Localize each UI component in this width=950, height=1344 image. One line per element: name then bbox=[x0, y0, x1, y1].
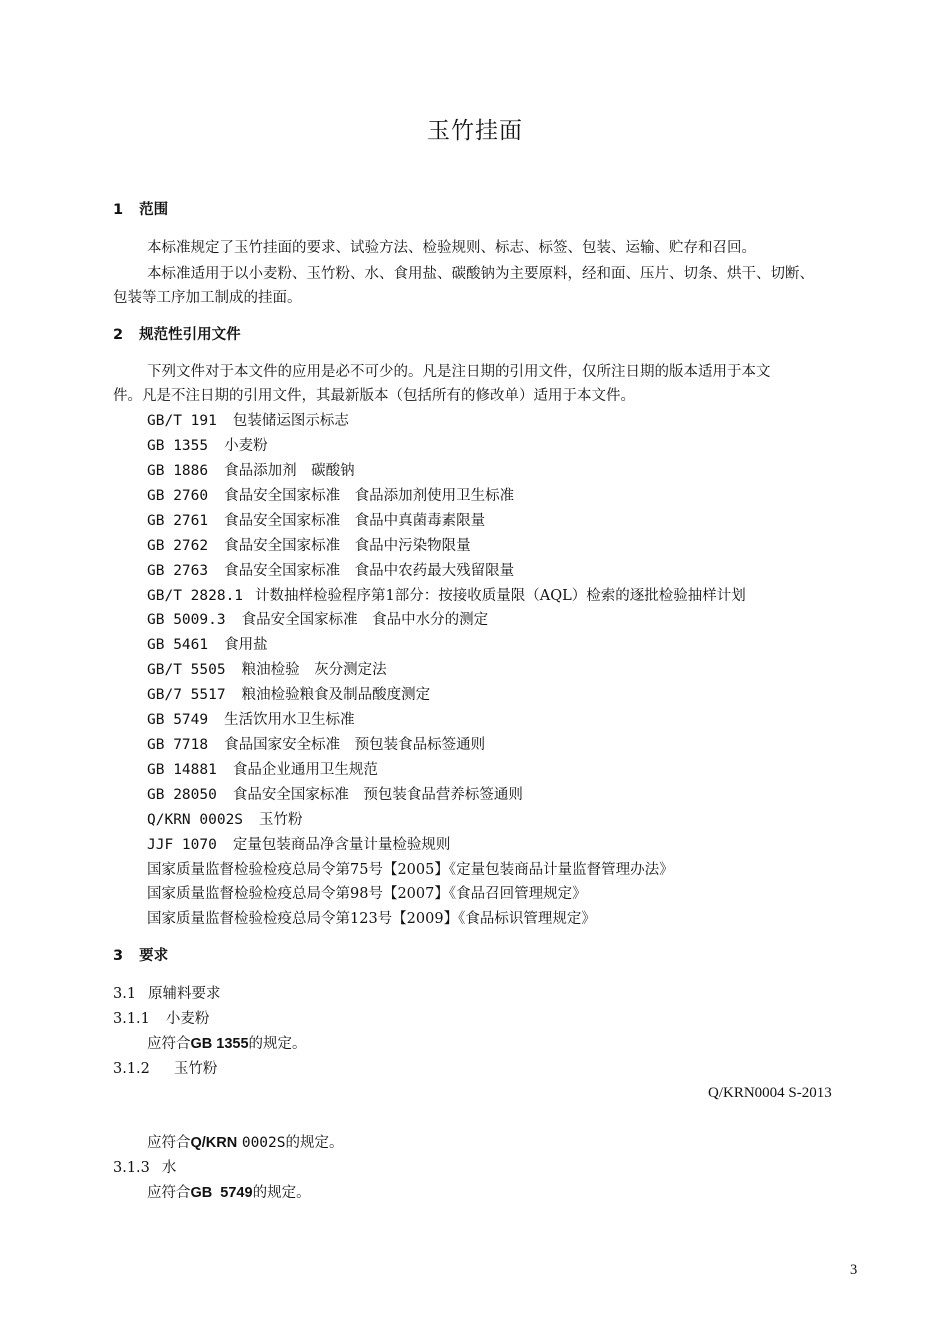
reference-code: GB/7 5517 bbox=[147, 687, 226, 703]
section-2-heading bbox=[113, 325, 241, 345]
text: 应符合 bbox=[147, 1135, 191, 1151]
subsection-number: 3.1.1 bbox=[113, 1011, 150, 1027]
paragraph-continuation: 包装等工序加工制成的挂面。 bbox=[113, 290, 302, 306]
reference-code: GB 2761 bbox=[147, 513, 209, 529]
standard-code: GB 1355 bbox=[190, 1036, 249, 1052]
subsection-label: 小麦粉 bbox=[165, 1011, 210, 1027]
standard-code-suffix: 0002S bbox=[241, 1135, 286, 1151]
reference-name: 食品安全国家标准 食品添加剂使用卫生标准 bbox=[224, 488, 515, 504]
subsection-3-1-2 bbox=[113, 1059, 217, 1079]
reference-item bbox=[147, 710, 355, 730]
standard-code: Q/KRN bbox=[190, 1135, 238, 1151]
reference-item bbox=[147, 685, 430, 705]
reference-name: 食用盐 bbox=[224, 637, 268, 653]
reference-item bbox=[147, 760, 378, 780]
section-title: 要求 bbox=[139, 948, 169, 964]
reference-item bbox=[147, 635, 268, 655]
reference-code: GB 2763 bbox=[147, 563, 209, 579]
subsection-number: 3.1.3 bbox=[113, 1160, 150, 1176]
document-code-header: Q/KRN0004 S-2013 bbox=[708, 1085, 832, 1101]
paragraph: 本标准规定了玉竹挂面的要求、试验方法、检验规则、标志、标签、包装、运输、贮存和召回。 bbox=[147, 240, 756, 256]
reference-name: 玉竹粉 bbox=[259, 812, 303, 828]
subsection-label: 原辅料要求 bbox=[148, 986, 221, 1002]
requirement-text bbox=[147, 1183, 311, 1203]
reference-name: 小麦粉 bbox=[224, 438, 268, 454]
text: 的规定。 bbox=[285, 1135, 344, 1151]
reference-name: 食品安全国家标准 食品中污染物限量 bbox=[224, 538, 471, 554]
reference-item bbox=[147, 660, 387, 680]
requirement-text bbox=[147, 1034, 307, 1054]
reference-code: GB 28050 bbox=[147, 787, 217, 803]
reference-name: 食品添加剂 碳酸钠 bbox=[224, 463, 355, 479]
reference-name: 食品安全国家标准 食品中农药最大残留限量 bbox=[224, 563, 515, 579]
reference-item bbox=[147, 735, 485, 755]
paragraph-continuation: 件。凡是不注日期的引用文件，其最新版本（包括所有的修改单）适用于本文件。 bbox=[113, 388, 635, 404]
text: 应符合 bbox=[147, 1036, 191, 1052]
subsection-number: 3.1 bbox=[113, 986, 137, 1002]
subsection-3-1 bbox=[113, 984, 221, 1004]
reference-name: 食品安全国家标准 食品中真菌毒素限量 bbox=[224, 513, 486, 529]
section-number: 3 bbox=[113, 948, 124, 964]
regulation-item: 国家质量监督检验检疫总局令第98号【2007】《食品召回管理规定》 bbox=[147, 886, 587, 902]
reference-name: 粮油检验 灰分测定法 bbox=[241, 662, 387, 678]
reference-item bbox=[147, 835, 450, 855]
reference-code: Q/KRN 0002S bbox=[147, 812, 244, 828]
reference-name: 定量包装商品净含量计量检验规则 bbox=[232, 837, 451, 853]
reference-item bbox=[147, 411, 349, 431]
page-number: 3 bbox=[850, 1262, 858, 1278]
reference-code: GB 5749 bbox=[147, 712, 209, 728]
reference-code: JJF 1070 bbox=[147, 837, 217, 853]
section-number: 1 bbox=[113, 202, 124, 218]
reference-item bbox=[147, 561, 514, 581]
section-1-heading bbox=[113, 200, 168, 220]
reference-item bbox=[147, 486, 514, 506]
reference-code: GB/T 191 bbox=[147, 413, 217, 429]
reference-item bbox=[147, 436, 268, 456]
reference-item bbox=[147, 511, 485, 531]
text: 应符合 bbox=[147, 1185, 191, 1201]
regulation-item: 国家质量监督检验检疫总局令第123号【2009】《食品标识管理规定》 bbox=[147, 911, 596, 927]
subsection-3-1-1 bbox=[113, 1009, 209, 1029]
section-title: 范围 bbox=[139, 202, 169, 218]
reference-code: GB/T 5505 bbox=[147, 662, 226, 678]
reference-code: GB 7718 bbox=[147, 737, 209, 753]
paragraph: 本标准适用于以小麦粉、玉竹粉、水、食用盐、碳酸钠为主要原料，经和面、压片、切条、烘干、切断、 bbox=[147, 266, 814, 282]
reference-code: GB/T 2828.1 bbox=[147, 588, 244, 604]
section-title: 规范性引用文件 bbox=[139, 327, 241, 343]
reference-code: GB 2760 bbox=[147, 488, 209, 504]
reference-code: GB 5009.3 bbox=[147, 612, 226, 628]
reference-item bbox=[147, 536, 471, 556]
section-3-heading bbox=[113, 946, 168, 966]
document-title: 玉竹挂面 bbox=[427, 118, 523, 144]
reference-item bbox=[147, 810, 303, 830]
reference-name: 包装储运图示标志 bbox=[232, 413, 349, 429]
reference-code: GB 1886 bbox=[147, 463, 209, 479]
reference-name: 食品国家安全标准 预包装食品标签通则 bbox=[224, 737, 486, 753]
requirement-text bbox=[147, 1133, 344, 1153]
reference-item bbox=[147, 610, 488, 630]
standard-code: GB 5749 bbox=[190, 1185, 253, 1201]
reference-code: GB 1355 bbox=[147, 438, 209, 454]
reference-name: 食品安全国家标准 食品中水分的测定 bbox=[241, 612, 489, 628]
reference-name: 计数抽样检验程序第1部分：按接收质量限（AQL）检索的逐批检验抽样计划 bbox=[255, 588, 746, 604]
text: 的规定。 bbox=[252, 1185, 311, 1201]
reference-code: GB 14881 bbox=[147, 762, 217, 778]
regulation-item: 国家质量监督检验检疫总局令第75号【2005】《定量包装商品计量监督管理办法》 bbox=[147, 862, 674, 878]
paragraph: 下列文件对于本文件的应用是必不可少的。凡是注日期的引用文件，仅所注日期的版本适用于本文 bbox=[147, 364, 771, 380]
reference-name: 食品安全国家标准 预包装食品营养标签通则 bbox=[232, 787, 523, 803]
reference-item bbox=[147, 461, 355, 481]
reference-name: 粮油检验粮食及制品酸度测定 bbox=[241, 687, 431, 703]
section-number: 2 bbox=[113, 327, 124, 343]
subsection-label: 水 bbox=[161, 1160, 177, 1176]
subsection-label: 玉竹粉 bbox=[173, 1061, 218, 1077]
subsection-3-1-3 bbox=[113, 1158, 176, 1178]
reference-name: 生活饮用水卫生标准 bbox=[224, 712, 355, 728]
reference-item bbox=[147, 586, 746, 606]
reference-code: GB 2762 bbox=[147, 538, 209, 554]
subsection-number: 3.1.2 bbox=[113, 1061, 150, 1077]
text: 的规定。 bbox=[248, 1036, 307, 1052]
reference-name: 食品企业通用卫生规范 bbox=[232, 762, 378, 778]
reference-code: GB 5461 bbox=[147, 637, 209, 653]
reference-item bbox=[147, 785, 523, 805]
